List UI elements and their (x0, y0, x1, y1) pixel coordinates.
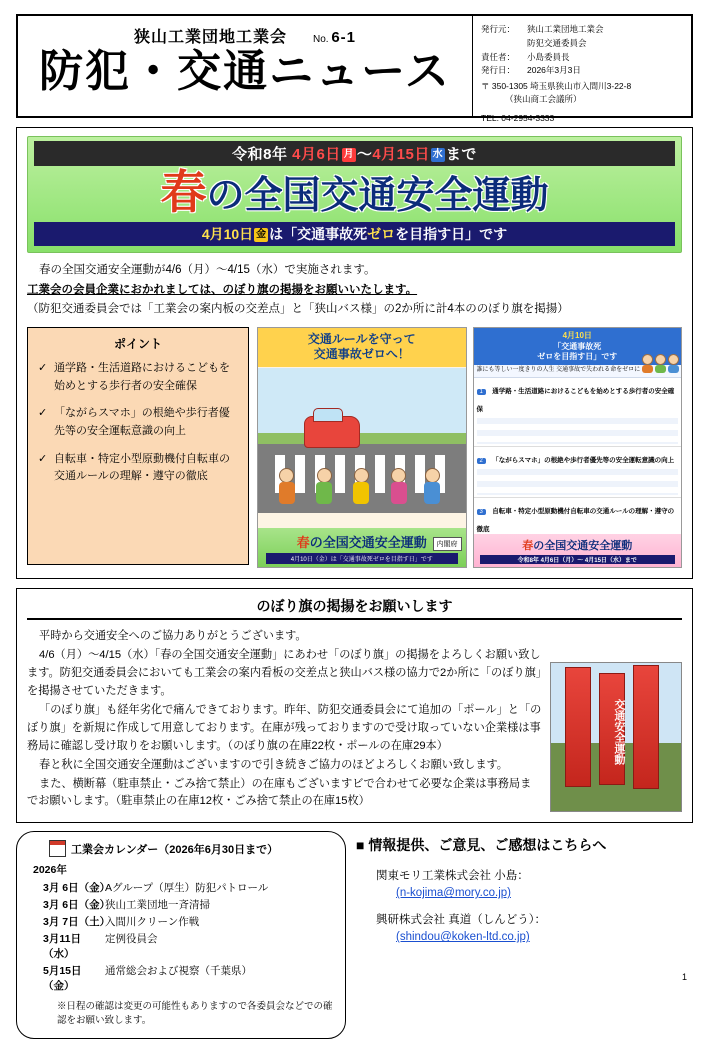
banner-badge-wed: 水 (432, 149, 444, 161)
contact-email-link[interactable]: (n-kojima@mory.co.jp) (396, 887, 511, 900)
address-line: 〒 350-1305 埼玉県狭山市入間川3-22-8 (481, 81, 632, 91)
banner-suffix: まで (445, 146, 477, 163)
issue-label: No. (312, 34, 329, 45)
meta-value: 狭山工業団地工業会 (527, 24, 604, 34)
child-icon (668, 354, 679, 370)
poster-a-slogan-rest: の全国交通安全運動 (309, 535, 427, 551)
issue-number (313, 29, 356, 46)
poster-a-scene (258, 368, 466, 513)
bottom-section (16, 831, 693, 1039)
intro-line-3: （防犯交通委員会では「工業会の案内板の交差点」と「狭山バス様」の2か所に計4本ののぼり旗を掲揚） (27, 303, 569, 316)
check-icon: ✓ (38, 362, 48, 375)
flag-graphic (565, 667, 591, 787)
calendar-note: ※日程の確認は変更の可能性もありますので各委員会などでの確認をお願い致します。 (57, 1001, 333, 1027)
contact-email-link[interactable]: (shindou@koken-ltd.co.jp) (396, 931, 530, 944)
intro-line-1: 春の全国交通安全運動が4/6（月）～4/15（水）で実施されます。 (39, 263, 376, 276)
poster-a-subnote: 4月10日（金）は「交通事故死ゼロを目指す日」です (266, 553, 458, 564)
calendar-row (27, 880, 335, 895)
calendar-title: 工業会カレンダー（2026年6月30日まで） (71, 843, 279, 856)
banner-era: 令和8年 (232, 146, 288, 163)
child-icon (655, 354, 666, 370)
contact-title: ■ 情報提供、ご意見、ご感想はこちらへ (356, 837, 607, 854)
item-body-placeholder (477, 418, 679, 444)
item-number: 1 (477, 389, 486, 395)
pedestrian-icon (424, 468, 440, 504)
meta-row-sub (481, 37, 685, 50)
check-icon: ✓ (38, 452, 48, 465)
calendar-event: 入間川クリーン作戦 (105, 916, 200, 929)
banner-wave: ～ (356, 146, 373, 163)
banner-badge-fri: 金 (256, 229, 267, 241)
banner-headline-haru: 春 (160, 166, 207, 218)
poster-b-slogan-haru: 春 (522, 540, 534, 553)
point-text: 「ながらスマホ」の根絶や歩行者優先等の安全運転意識の向上 (54, 407, 230, 437)
calendar-date: 5月15日（金） (43, 965, 82, 993)
calendar-date: 3月 7日（土） (43, 916, 111, 929)
poster-b-heading-line1: 「交通事故死 (553, 341, 602, 351)
poster-images (257, 327, 682, 568)
flag-paragraph: 春と秋に全国交通安全運動はございますので引き続きご協力のほどよろしくお願い致します。 (39, 758, 508, 771)
banner-flag-photo (550, 662, 682, 812)
masthead-title-area (18, 16, 473, 116)
poster-a-heading (258, 328, 466, 367)
point-item (38, 405, 238, 440)
poster-b-item (474, 378, 682, 447)
points-title: ポイント (113, 337, 162, 352)
association-name: 狭山工業団地工業会 (133, 29, 287, 46)
child-icon (642, 354, 653, 370)
poster-a-slogan-haru: 春 (296, 535, 310, 551)
meta-label-blank (481, 37, 527, 50)
flag-section-text (27, 628, 542, 812)
item-number: 3 (477, 509, 486, 515)
pedestrian-icon (391, 468, 407, 504)
item-title: 自転車・特定小型原動機付自転車の交通ルールの理解・遵守の徹底 (476, 508, 675, 534)
banner-date-start: 4月6日 (292, 146, 341, 163)
calendar-date: 3月 6日（金） (43, 882, 111, 895)
item-number: 2 (477, 458, 486, 464)
points-box (27, 327, 249, 565)
meta-row (481, 23, 685, 36)
page-title: 防犯・交通ニュース (39, 47, 451, 96)
flag-graphic (633, 665, 659, 789)
flag-graphic: 交通安全運動 (599, 673, 625, 785)
poster-b-slogan-rest: の全国交通安全運動 (533, 540, 633, 553)
calendar-year: 2026年 (33, 864, 67, 877)
banner-zero-end: を目指す日」です (395, 225, 508, 242)
point-text: 通学路・生活道路におけるこどもを始めとする歩行者の安全確保 (54, 362, 230, 392)
calendar-row (27, 931, 335, 961)
poster-illustration (257, 327, 467, 568)
banner-zero-word: ゼロ (367, 225, 396, 242)
campaign-banner (27, 136, 682, 253)
intro-line-2: 工業会の会員企業におかれましては、のぼり旗の掲揚をお願いいたします。 (27, 283, 418, 296)
meta-value-sub: 防犯交通委員会 (527, 37, 587, 48)
calendar-event: 狭山工業団地一斉清掃 (105, 899, 210, 912)
poster-b-item (474, 447, 682, 498)
calendar-row (27, 914, 335, 929)
calendar-row (27, 963, 335, 993)
meta-value: 小島委員長 (527, 51, 570, 62)
calendar-title-row (27, 840, 335, 857)
banner-date-end: 4月15日 (372, 146, 430, 163)
poster-a-heading-line2: 交通事故ゼロへ！ (313, 347, 410, 362)
page-number: 1 (681, 972, 687, 982)
banner-zero-date: 4月10日 (201, 225, 254, 242)
banner-zero-mid: は「交通事故死 (269, 225, 368, 242)
address-block (481, 80, 685, 106)
telephone: TEL: 04-2954-3333 (481, 112, 555, 123)
address-sub: （狭山商工会議所） (505, 93, 582, 104)
pedestrian-icon (316, 468, 332, 504)
poster-b-date: 4月10日 (562, 331, 592, 341)
poster-a-heading-line1: 交通ルールを守って (307, 332, 416, 347)
points-and-posters (27, 327, 682, 568)
banner-badge-mon: 月 (343, 149, 355, 161)
cabinet-office-logo: 内閣府 (433, 537, 462, 551)
banner-zero-day-bar (34, 222, 675, 246)
campaign-section (16, 127, 693, 579)
campaign-intro (27, 262, 682, 319)
calendar-date: 3月11日（水） (43, 933, 81, 961)
flag-paragraph: 「のぼり旗」も経年劣化で痛んできております。昨年、防犯交通委員会にて追加の「ポール」と「のぼり旗」を新規に作成して用意しております。在庫が残っておりますので受け取っていない企業様は事務局に確認し受け取りをお願いします。（のぼり旗の在庫22枚・ポールの在庫29本） (27, 703, 542, 752)
pedestrian-icon (353, 468, 369, 504)
meta-row (481, 64, 685, 77)
meta-label: 責任者： (481, 51, 516, 62)
masthead (16, 14, 693, 123)
issue-value: 6-1 (331, 29, 357, 46)
poster-b-heading-line2: ゼロを目指す日」です (537, 351, 618, 361)
point-text: 自転車・特定小型原動機付自転車の交通ルールの理解・遵守の徹底 (54, 452, 230, 483)
poster-flyer (473, 327, 683, 568)
calendar-icon (49, 840, 66, 857)
contact-box (356, 831, 693, 1039)
pedestrian-icon (279, 468, 295, 504)
children-illustration (642, 354, 679, 370)
poster-b-dates: 令和8年 4月6日（月）～ 4月15日（水）まで (480, 555, 676, 564)
calendar-box (16, 831, 346, 1039)
car-icon (304, 416, 360, 448)
poster-b-footer (474, 534, 682, 567)
association-line (28, 24, 462, 47)
flag-section-body (27, 628, 682, 812)
flag-section (16, 588, 693, 823)
item-title: 通学路・生活道路におけるこどもを始めとする歩行者の安全確保 (476, 388, 675, 414)
meta-row (481, 51, 685, 64)
banner-headline-rest: の全国交通安全運動 (206, 175, 549, 217)
banner-date-bar (34, 141, 675, 166)
flag-section-title: のぼり旗の掲揚をお願いします (27, 596, 682, 620)
calendar-row (27, 897, 335, 912)
contact-person: 関東モリ工業株式会社 小島： (376, 870, 529, 883)
flag-paragraph: また、横断幕（駐車禁止・ごみ捨て禁止）の在庫もございますビで合わせて必要な企業は事務局までお願いします。（駐車禁止の在庫12枚・ごみ捨て禁止の在庫15枚） (27, 777, 532, 808)
poster-b-band: 誰にも等しい一度きりの人生 交通事故で失われる命をゼロに (474, 365, 682, 378)
meta-label: 発行元： (481, 24, 516, 34)
meta-value: 2026年3月3日 (527, 65, 581, 76)
point-item (38, 451, 238, 486)
item-body-placeholder (477, 469, 679, 495)
calendar-date: 3月 6日（金） (43, 899, 111, 912)
item-title: 「ながらスマホ」の根絶や歩行者優先等の安全運転意識の向上 (492, 457, 675, 465)
flag-paragraph: 4/6（月）～4/15（水）「春の全国交通安全運動」にあわせ「のぼり旗」の掲揚をよろしくお願い致します。防犯交通委員会においても工業会の案内看板の交差点と狭山バス様の協力で2か所に「のぼり旗」を掲揚させていただきます。 (27, 649, 542, 697)
calendar-event: Aグループ（厚生）防犯パトロール (105, 882, 269, 895)
calendar-event: 通常総会および視察（千葉県） (105, 965, 252, 978)
point-item (38, 360, 238, 395)
flag-paragraph: 平時から交通安全へのご協力ありがとうございます。 (39, 630, 307, 643)
meta-label: 発行日： (481, 65, 516, 76)
contact-person: 興研株式会社 真道（しんどう）： (376, 914, 546, 927)
check-icon: ✓ (38, 407, 48, 420)
masthead-meta (473, 16, 691, 123)
calendar-event: 定例役員会 (105, 933, 158, 946)
banner-headline (28, 168, 681, 217)
